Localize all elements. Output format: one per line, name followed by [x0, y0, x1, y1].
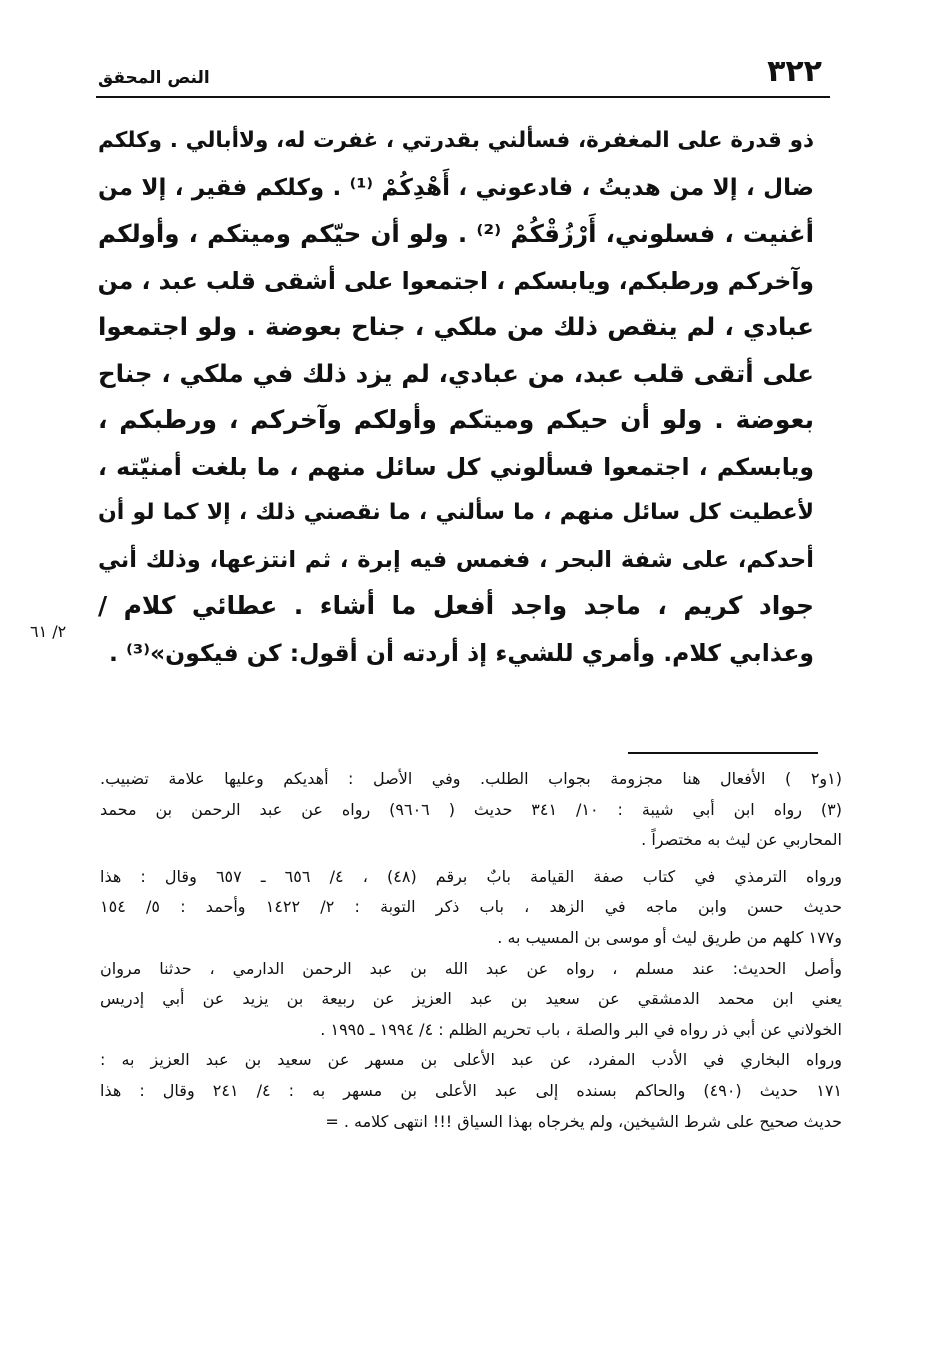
- footnote-line: ١٧١ حديث (٤٩٠) والحاكم بسنده إلى عبد الأعلى بن مسهر به : ٤/ ٢٤١ وقال : هذا: [100, 1080, 843, 1100]
- footnote-line: (٣) رواه ابن أبي شيبة : ١٠/ ٣٤١ حديث ( ٩٦٠٦) رواه عن عبد الرحمن بن محمد: [100, 799, 843, 819]
- main-text-line: ويابسكم ، اجتمعوا فسألوني كل سائل منهم ، ما بلغت أمنيّته ،: [98, 452, 814, 481]
- footnote-line: حديث صحيح على شرط الشيخين، ولم يخرجاه بهذا السياق !!! انتهى كلامه . =: [325, 1111, 842, 1131]
- main-text-line: أغنيت ، فسلوني، أَرْزُقْكُمْ ⁽²⁾ . ولو أن حيّكم وميتكم ، وأولكم: [98, 219, 814, 248]
- main-text-line: عبادي ، لم ينقص ذلك من ملكي ، جناح بعوضة . ولو اجتمعوا: [98, 312, 814, 341]
- main-text-line: لأعطيت كل سائل منهم ، ما سألني ، ما نقصني ذلك ، إلا كما لو أن: [98, 500, 814, 525]
- running-title: النص المحقق: [98, 68, 210, 88]
- main-text-line: على أتقى قلب عبد، من عبادي، لم يزد ذلك في ملكي ، جناح: [98, 358, 814, 388]
- page-number: ٣٢٢: [767, 54, 822, 89]
- footnote-line: الخولاني عن أبي ذر رواه في البر والصلة ، باب تحريم الظلم : ٤/ ١٩٩٤ ـ ١٩٩٥ .: [320, 1019, 842, 1039]
- footnote-line: (١و٢ ) الأفعال هنا مجزومة بجواب الطلب. وفي الأصل : أهديكم وعليها علامة تضبيب.: [100, 769, 842, 788]
- page-header: [96, 52, 830, 98]
- main-text-body: [98, 118, 814, 676]
- footnote-separator: [628, 752, 818, 754]
- footnote-line: ورواه الترمذي في كتاب صفة القيامة بابٌ برقم (٤٨) ، ٤/ ٦٥٦ ـ ٦٥٧ وقال : هذا: [100, 866, 843, 886]
- main-text-line: وآخركم ورطبكم، ويابسكم ، اجتمعوا على أشقى قلب عبد ، من: [97, 266, 814, 295]
- main-text-line: بعوضة . ولو أن حيكم وميتكم وأولكم وآخركم ، ورطبكم ،: [98, 405, 814, 434]
- footnote-line: و١٧٧ كلهم من طريق ليث أو موسى بن المسيب به .: [497, 927, 842, 947]
- footnotes: [100, 764, 842, 1137]
- main-text-line: وعذابي كلام. وأمري للشيء إذ أردته أن أقول: كن فيكون»⁽³⁾ .: [109, 638, 814, 667]
- main-text-line: ذو قدرة على المغفرة، فسألني بقدرتي ، غفرت له، ولاأبالي . وكلكم: [98, 128, 814, 153]
- footnote-line: ورواه البخاري في الأدب المفرد، عن عبد الأعلى بن مسهر عن سعيد بن عبد العزيز به :: [100, 1050, 842, 1070]
- footnote-line: يعني ابن محمد الدمشقي عن سعيد بن عبد العزيز عن ربيعة بن يزيد عن أبي إدريس: [100, 989, 842, 1009]
- footnote-line: وأصل الحديث: عند مسلم ، رواه عن عبد الله بن عبد الرحمن الدارمي ، حدثنا مروان: [100, 958, 842, 978]
- footnote-line: المحاربي عن ليث به مختصراً .: [641, 830, 842, 850]
- main-text-line: جواد كريم ، ماجد واجد أفعل ما أشاء . عطائي كلام /: [98, 591, 814, 620]
- main-text-line: أحدكم، على شفة البحر ، فغمس فيه إبرة ، ثم انتزعها، وذلك أني: [98, 546, 814, 573]
- margin-reference: ٢/ ٦١: [30, 622, 67, 641]
- main-text-line: ضال ، إلا من هديتُ ، فادعوني ، أَهْدِكُمْ ⁽¹⁾ . وكلكم فقير ، إلا من: [98, 174, 814, 201]
- footnote-line: حديث حسن وابن ماجه في الزهد ، باب ذكر التوبة : ٢/ ١٤٢٢ وأحمد : ٥/ ١٥٤: [100, 897, 843, 917]
